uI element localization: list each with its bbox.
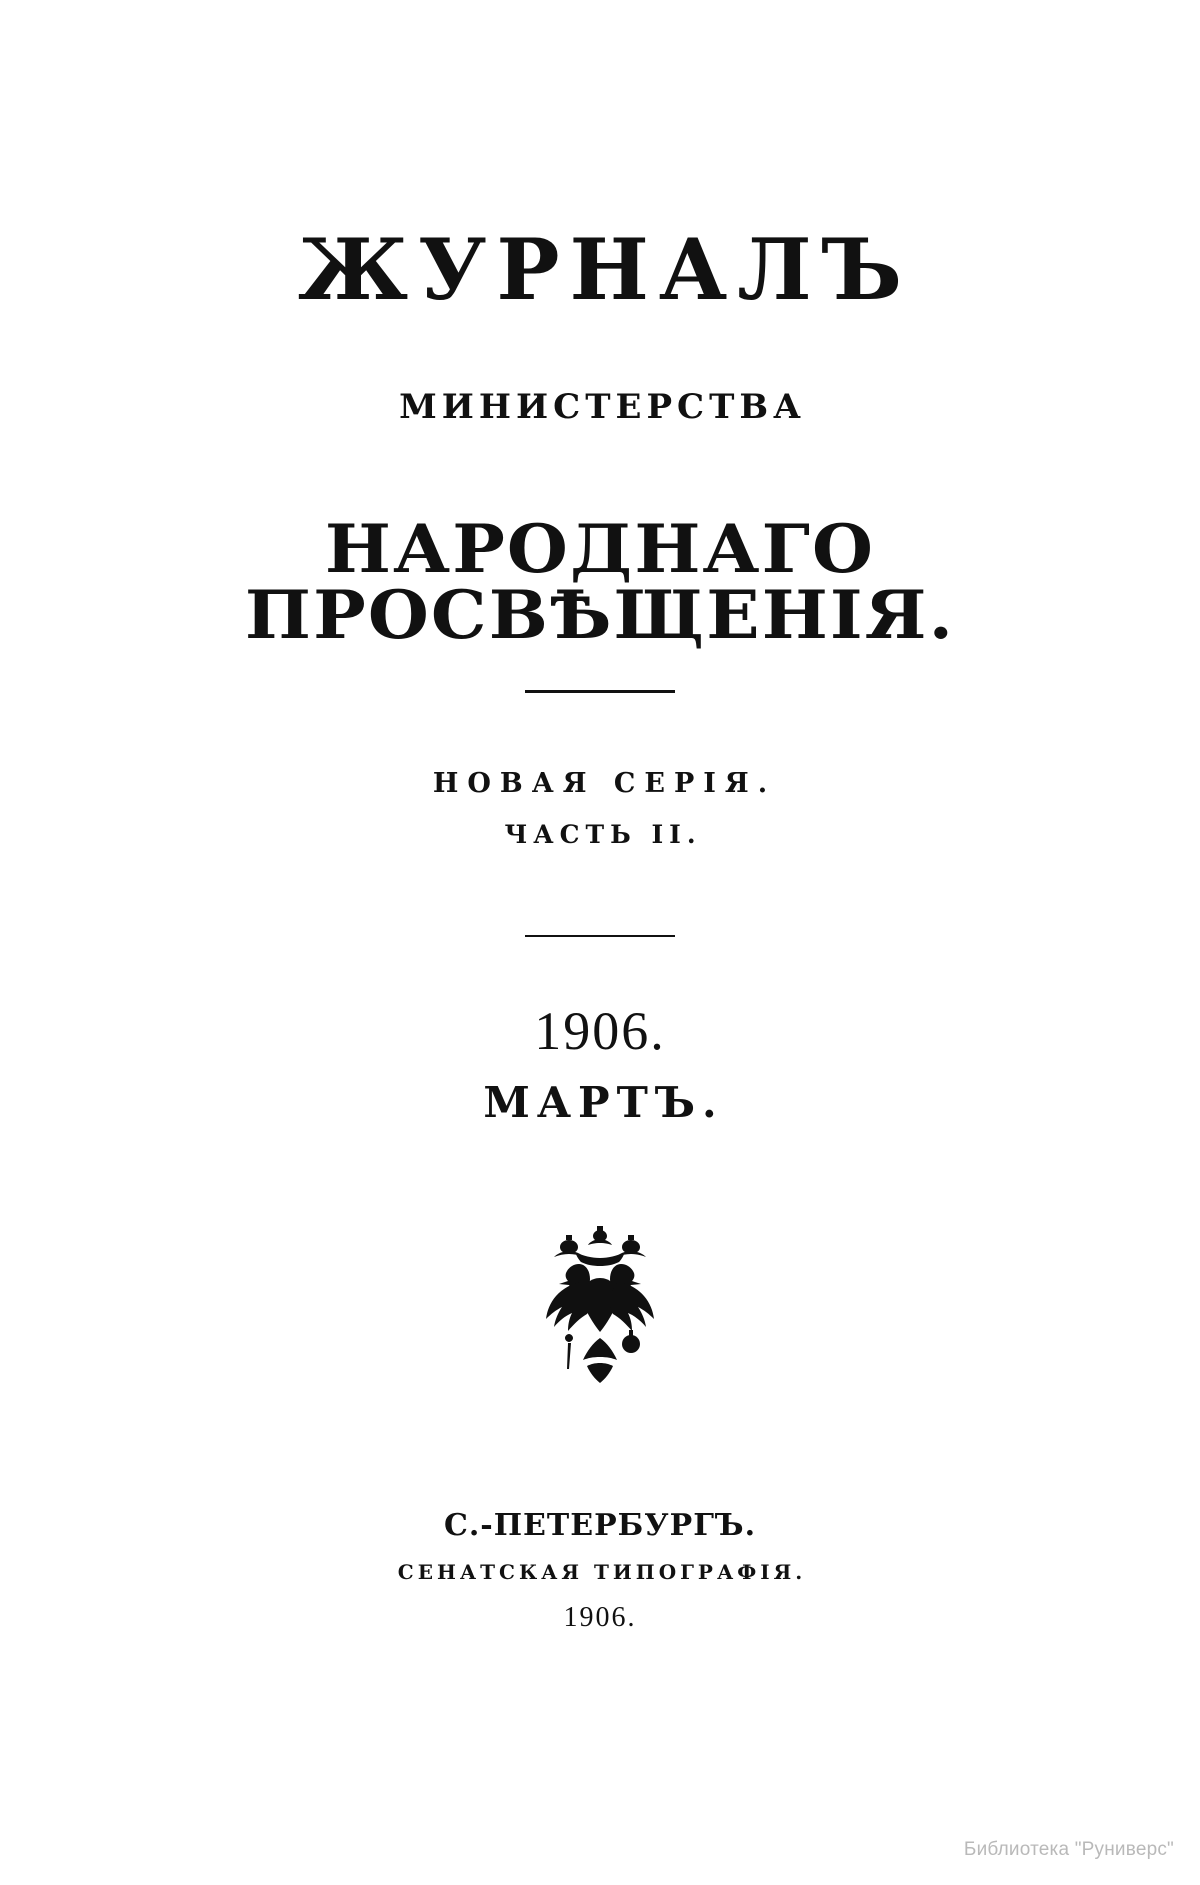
imprint-press: СЕНАТСКАЯ ТИПОГРАФІЯ. bbox=[397, 1560, 807, 1584]
part-label: ЧАСТЬ II. bbox=[504, 820, 702, 849]
publication-year: 1906. bbox=[534, 1001, 666, 1061]
library-watermark: Библиотека "Руниверс" bbox=[963, 1839, 1174, 1860]
imprint-city: С.-ПЕТЕРБУРГЪ. bbox=[443, 1508, 757, 1543]
publication-month: МАРТЪ. bbox=[483, 1078, 724, 1127]
divider-top bbox=[525, 690, 675, 693]
series-label: НОВАЯ СЕРІЯ. bbox=[432, 768, 777, 799]
page-title: ЖУРНАЛЪ bbox=[298, 220, 912, 319]
subtitle-ministry: МИНИСТЕРСТВА bbox=[399, 387, 806, 427]
imprint-year: 1906. bbox=[563, 1602, 637, 1633]
russian-imperial-double-headed-eagle-icon bbox=[535, 1226, 665, 1386]
divider-bottom bbox=[525, 935, 675, 937]
subtitle-enlightenment: НАРОДНАГО ПРОСВѢЩЕНІЯ. bbox=[244, 510, 956, 654]
